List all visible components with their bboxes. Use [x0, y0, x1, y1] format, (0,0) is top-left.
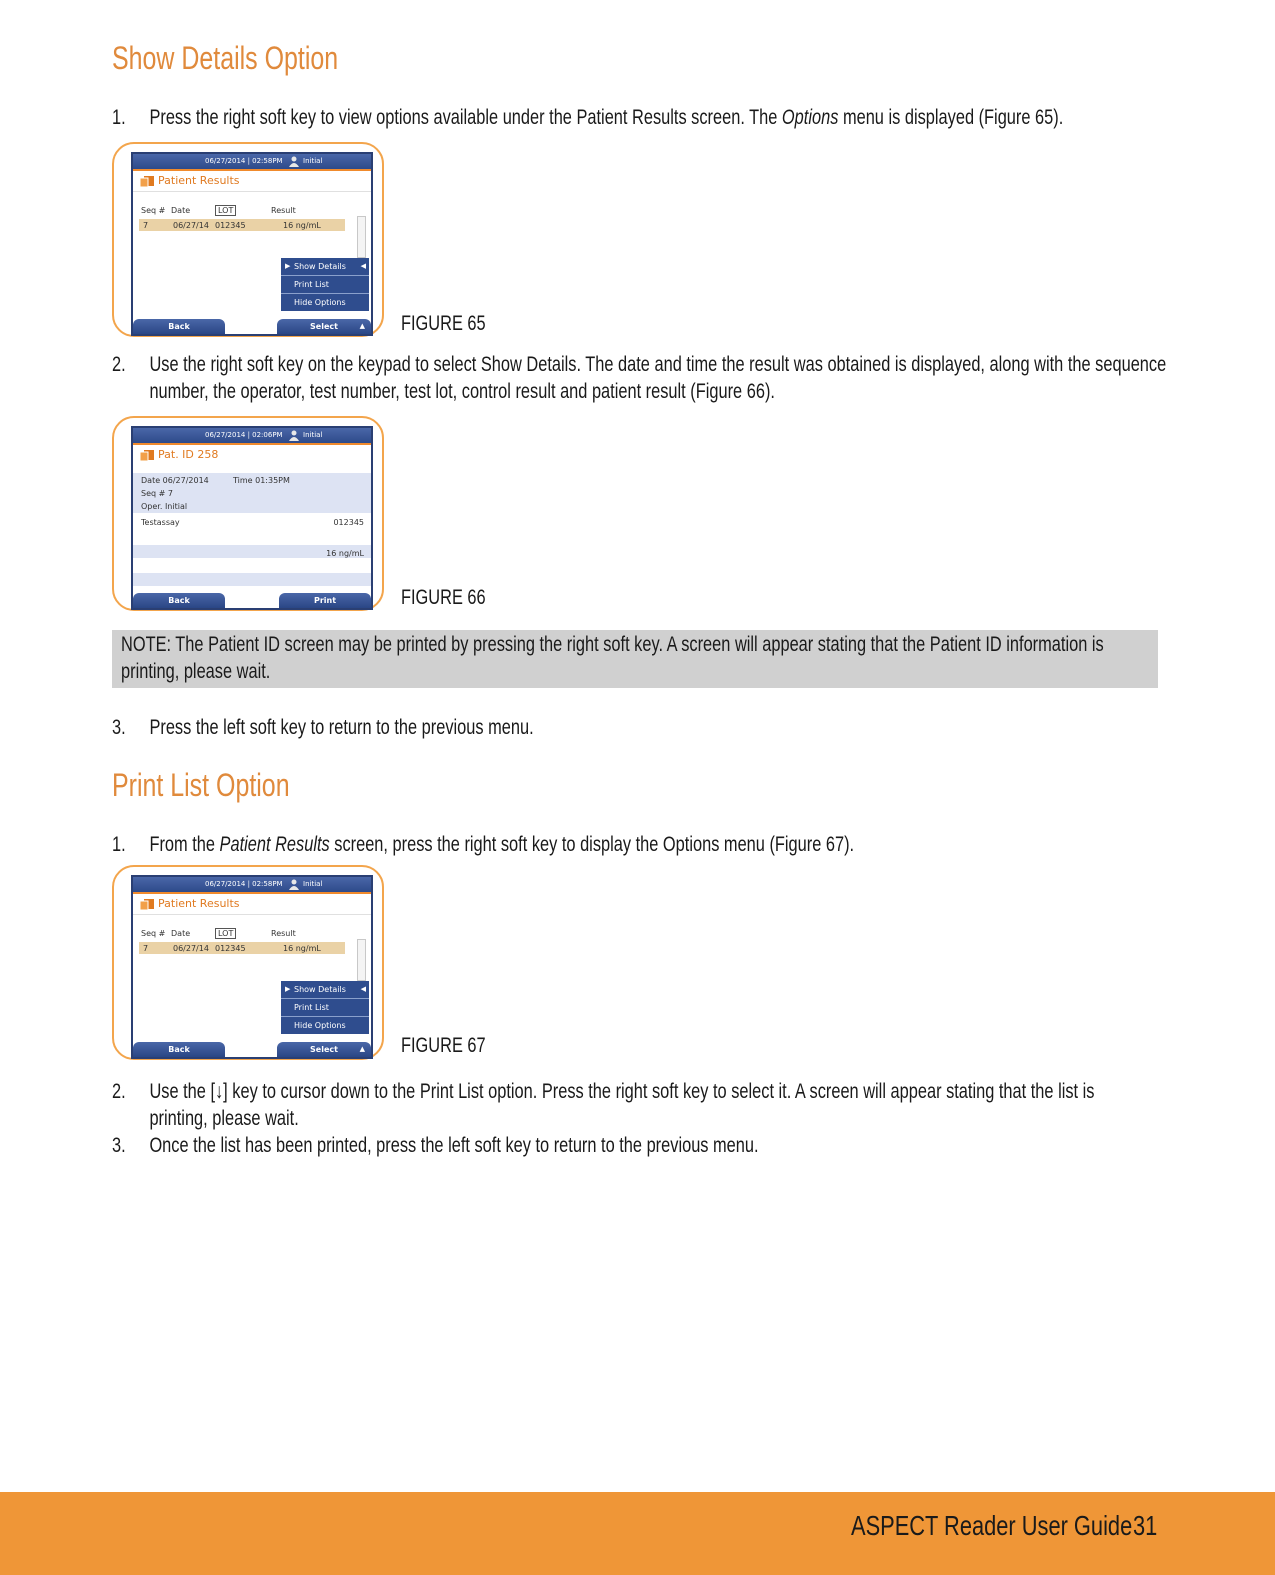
note-box	[112, 630, 1158, 688]
arrow-left-icon: ◀	[360, 262, 366, 270]
screen-title-text: Patient Results	[158, 174, 240, 187]
page-footer	[0, 1492, 1275, 1575]
arrow-left-icon: ◀	[360, 985, 366, 993]
soft-key-bar	[133, 593, 371, 608]
section-heading-print-list: Print List Option	[112, 767, 290, 803]
col-header-lot: LOT	[215, 205, 236, 216]
detail-assay-lot: 012345	[333, 518, 364, 527]
step-number: 1.	[112, 106, 126, 129]
arrow-right-icon: ▶	[285, 985, 291, 993]
step-text-continued: printing, please wait.	[149, 1107, 299, 1130]
soft-key-bar	[133, 1042, 371, 1057]
figure-65-device	[112, 142, 384, 337]
menu-item-label: Show Details	[294, 262, 346, 271]
row-lot[interactable]: 012345	[215, 944, 246, 953]
menu-item-label: Print List	[294, 280, 329, 289]
back-soft-key[interactable]	[133, 319, 225, 334]
menu-item-print-list[interactable]	[281, 998, 369, 1016]
figure-66-device	[112, 416, 384, 611]
status-user: Initial	[303, 431, 323, 439]
step-3	[112, 1132, 759, 1159]
screen-title	[133, 171, 371, 192]
menu-item-show-details[interactable]	[281, 981, 369, 998]
caret-up-icon: ▲	[359, 322, 365, 330]
menu-item-print-list[interactable]	[281, 275, 369, 293]
detail-result: 16 ng/mL	[326, 549, 364, 558]
step-2	[112, 351, 1166, 405]
page-number: 31	[1133, 1510, 1158, 1541]
screen-title	[133, 445, 371, 465]
col-header-date: Date	[171, 929, 191, 938]
status-bar	[133, 154, 371, 169]
step-text: screen, press the right soft key to display the Options menu (Figure 67).	[329, 833, 855, 856]
status-bar	[133, 428, 371, 443]
user-icon	[289, 156, 299, 167]
step-1	[112, 104, 1063, 131]
arrow-right-icon: ▶	[285, 262, 291, 270]
step-text: Press the left soft key to return to the previous menu.	[149, 716, 534, 739]
row-result[interactable]: 16 ng/mL	[283, 944, 321, 953]
print-label: Print	[313, 596, 337, 605]
step-text-continued: number, the operator, test number, test lot, control result and patient result (Figure 66).	[149, 380, 775, 403]
figure-65-label: FIGURE 65	[401, 312, 486, 335]
menu-item-label: Print List	[294, 1003, 329, 1012]
figure-67-label: FIGURE 67	[401, 1034, 486, 1057]
step-emphasis: Options	[781, 106, 839, 129]
menu-item-label: Show Details	[294, 985, 346, 994]
select-soft-key[interactable]	[277, 319, 371, 334]
row-seq[interactable]: 7	[143, 944, 149, 953]
patient-icon	[140, 450, 154, 461]
detail-time: Time 01:35PM	[233, 476, 290, 485]
step-text: Once the list has been printed, press the left soft key to return to the previous menu.	[149, 1134, 759, 1157]
col-header-result: Result	[271, 929, 296, 938]
menu-item-label: Hide Options	[294, 298, 346, 307]
row-date[interactable]: 06/27/14	[173, 944, 209, 953]
menu-item-hide-options[interactable]	[281, 1016, 369, 1034]
footer-title: ASPECT Reader User Guide	[851, 1510, 1133, 1541]
print-soft-key[interactable]	[279, 593, 371, 608]
status-user: Initial	[303, 157, 323, 165]
step-2	[112, 1078, 1094, 1132]
col-header-date: Date	[171, 206, 191, 215]
screen-title-text: Pat. ID 258	[158, 448, 219, 461]
step-number: 1.	[112, 833, 126, 856]
col-header-seq: Seq #	[141, 929, 166, 938]
row-date[interactable]: 06/27/14	[173, 221, 209, 230]
col-header-lot: LOT	[215, 928, 236, 939]
scrollbar[interactable]	[357, 216, 366, 258]
patient-id-screen	[131, 426, 373, 610]
patient-icon	[140, 176, 154, 187]
caret-up-icon: ▲	[359, 1045, 365, 1053]
step-emphasis: Patient Results	[219, 833, 330, 856]
step-text: Use the right soft key on the keypad to select Show Details. The date and time the result was obtained is displayed, along with the sequence	[149, 353, 1167, 376]
note-line-1: NOTE: The Patient ID screen may be printed by pressing the right soft key. A screen will appear stating that the Patient ID information is	[121, 633, 1104, 656]
patient-icon	[140, 899, 154, 910]
menu-item-hide-options[interactable]	[281, 293, 369, 311]
row-lot[interactable]: 012345	[215, 221, 246, 230]
select-label: Select	[310, 322, 338, 331]
step-number: 2.	[112, 353, 126, 376]
step-number: 2.	[112, 1080, 126, 1103]
patient-results-screen	[131, 152, 373, 336]
step-3	[112, 714, 534, 741]
row-seq[interactable]: 7	[143, 221, 149, 230]
figure-67-device	[112, 865, 384, 1060]
col-header-result: Result	[271, 206, 296, 215]
note-line-2: printing, please wait.	[121, 660, 271, 683]
options-menu	[281, 258, 369, 311]
step-text: Use the [↓] key to cursor down to the Print List option. Press the right soft key to select it. A screen will appear stating that the list is	[149, 1080, 1095, 1103]
step-number: 3.	[112, 716, 126, 739]
empty-band	[133, 573, 371, 586]
back-soft-key[interactable]	[133, 1042, 225, 1057]
soft-key-bar	[133, 319, 371, 334]
back-soft-key[interactable]	[133, 593, 225, 608]
patient-results-screen	[131, 875, 373, 1059]
scrollbar[interactable]	[357, 939, 366, 981]
user-icon	[289, 430, 299, 441]
detail-date: Date 06/27/2014	[141, 476, 209, 485]
screen-title	[133, 894, 371, 915]
user-icon	[289, 879, 299, 890]
select-soft-key[interactable]	[277, 1042, 371, 1057]
options-menu	[281, 981, 369, 1034]
step-number: 3.	[112, 1134, 126, 1157]
detail-assay: Testassay	[141, 518, 180, 527]
step-text: From the	[149, 833, 220, 856]
step-1	[112, 831, 854, 858]
detail-operator: Oper. Initial	[141, 502, 188, 511]
note-text	[121, 631, 1104, 685]
section-heading-show-details: Show Details Option	[112, 40, 339, 76]
figure-66-label: FIGURE 66	[401, 586, 486, 609]
step-text: menu is displayed (Figure 65).	[838, 106, 1064, 129]
status-user: Initial	[303, 880, 323, 888]
status-bar	[133, 877, 371, 892]
menu-item-show-details[interactable]	[281, 258, 369, 275]
step-text: Press the right soft key to view options available under the Patient Results screen. The	[149, 106, 782, 129]
row-result[interactable]: 16 ng/mL	[283, 221, 321, 230]
menu-item-label: Hide Options	[294, 1021, 346, 1030]
back-label: Back	[168, 596, 190, 605]
status-datetime: 06/27/2014 | 02:58PM	[205, 880, 283, 888]
select-label: Select	[310, 1045, 338, 1054]
screen-title-text: Patient Results	[158, 897, 240, 910]
back-label: Back	[168, 322, 190, 331]
status-datetime: 06/27/2014 | 02:58PM	[205, 157, 283, 165]
detail-seq: Seq # 7	[141, 489, 173, 498]
back-label: Back	[168, 1045, 190, 1054]
col-header-seq: Seq #	[141, 206, 166, 215]
status-datetime: 06/27/2014 | 02:06PM	[205, 431, 283, 439]
